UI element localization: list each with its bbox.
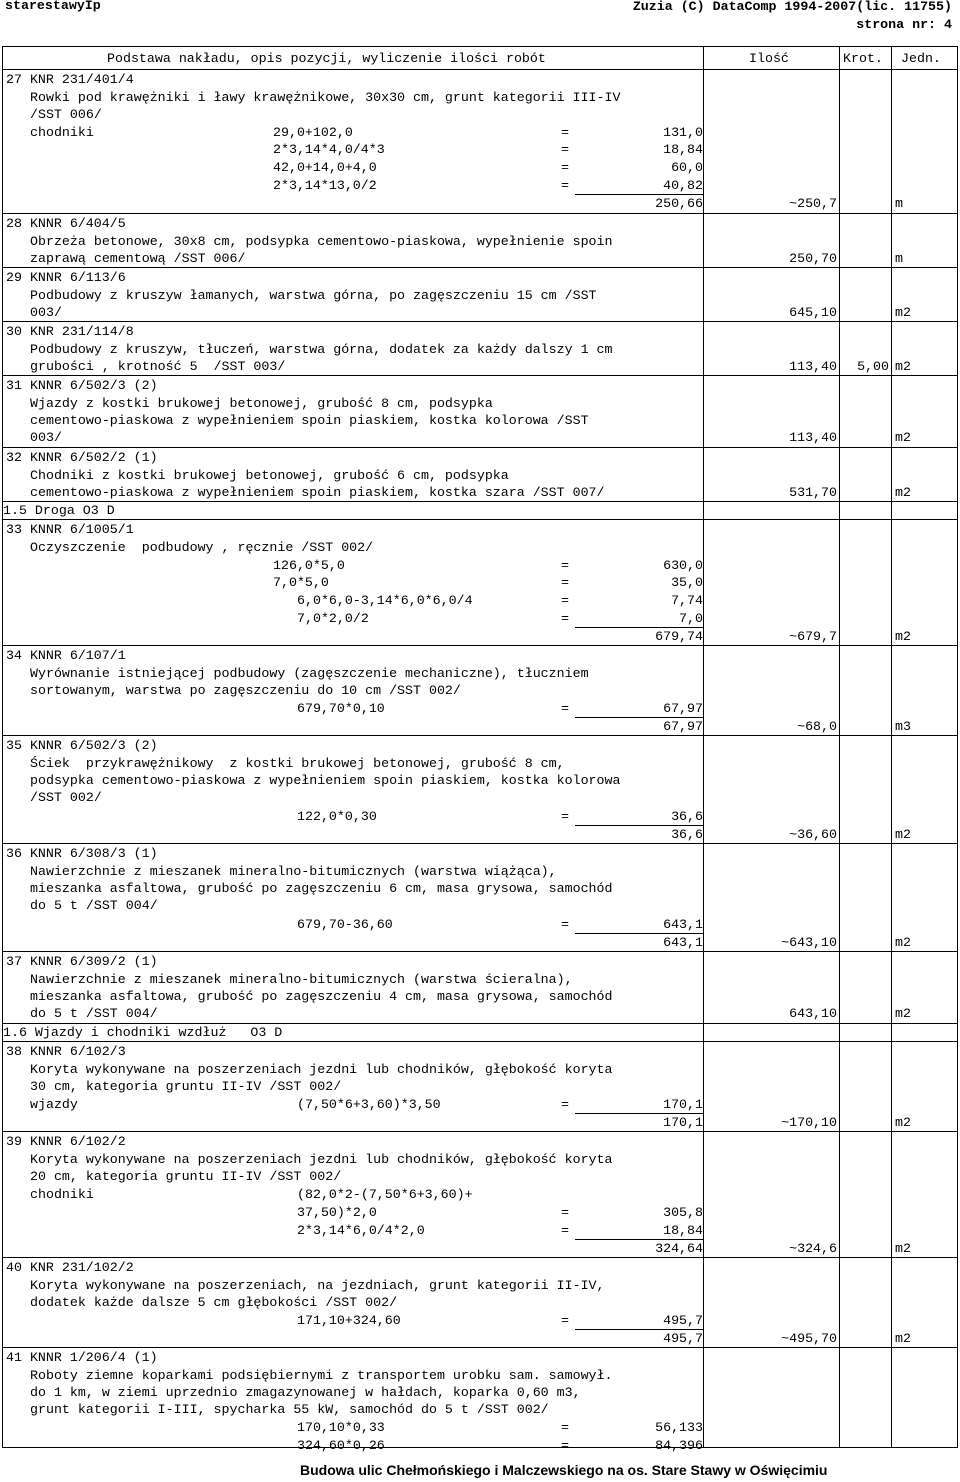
item-number: 27 KNR 231/401/4	[6, 72, 134, 87]
calc-value: 35,0	[671, 575, 703, 590]
row-divider	[3, 321, 957, 322]
calc-label: wjazdy	[30, 1097, 78, 1112]
calc-value: 60,0	[671, 160, 703, 175]
calc-equals: =	[561, 558, 569, 573]
calc-value: 7,0	[575, 610, 703, 628]
quantity-value: 113,40	[789, 430, 837, 445]
quantity-value: ~643,10	[781, 935, 837, 950]
calc-equals: =	[561, 593, 569, 608]
row-divider	[3, 213, 957, 214]
item-number: 34 KNNR 6/107/1	[6, 648, 126, 663]
calc-value: 495,7	[575, 1312, 703, 1330]
item-description: do 1 km, w ziemi uprzednio zmagazynowanej w hałdach, koparka 0,60 m3,	[30, 1385, 581, 1400]
item-number: 37 KNNR 6/309/2 (1)	[6, 954, 158, 969]
col-divider	[891, 47, 892, 1447]
item-description: Oczyszczenie podbudowy , ręcznie /SST 002/	[30, 540, 374, 555]
quantity-value: ~170,10	[781, 1115, 837, 1130]
calc-expression: 29,0+102,0	[273, 125, 353, 140]
header-divider	[3, 69, 957, 70]
document-id: starestawyIp	[5, 0, 101, 13]
item-number: 39 KNNR 6/102/2	[6, 1134, 126, 1149]
calc-equals: =	[561, 142, 569, 157]
unit-value: m	[895, 196, 903, 211]
calc-sum: 250,66	[655, 196, 703, 211]
calc-expression: (82,0*2-(7,50*6+3,60)+	[297, 1187, 473, 1202]
row-divider	[3, 645, 957, 646]
calc-expression: 2*3,14*13,0/2	[273, 178, 377, 193]
col-divider	[839, 47, 840, 1447]
calc-expression: 324,60*0,26	[297, 1438, 385, 1453]
quantity-value: 645,10	[789, 305, 837, 320]
item-number: 30 KNR 231/114/8	[6, 324, 134, 339]
unit-value: m3	[895, 719, 911, 734]
calc-expression: 37,50)*2,0	[297, 1205, 377, 1220]
row-divider	[3, 735, 957, 736]
quantity-value: 531,70	[789, 485, 837, 500]
item-description: Nawierzchnie z mieszanek mineralno-bitumicznych (warstwa wiążąca),	[30, 864, 557, 879]
quantity-value: ~495,70	[781, 1331, 837, 1346]
calc-sum: 67,97	[663, 719, 703, 734]
unit-value: m2	[895, 305, 911, 320]
quantity-value: 113,40	[789, 359, 837, 374]
calc-value: 67,97	[575, 700, 703, 718]
quantity-value: ~250,7	[789, 196, 837, 211]
calc-equals: =	[561, 160, 569, 175]
item-description: Rowki pod krawężniki i ławy krawężnikowe, 30x30 cm, grunt kategorii III-IV	[30, 90, 621, 105]
item-description: podsypka cementowo-piaskowa z wypełnieniem spoin piaskiem, kostka kolorowa	[30, 773, 621, 788]
calc-equals: =	[561, 125, 569, 140]
row-divider	[3, 1257, 957, 1258]
calc-expression: 170,10*0,33	[297, 1420, 385, 1435]
item-number: 38 KNNR 6/102/3	[6, 1044, 126, 1059]
calc-expression: 126,0*5,0	[273, 558, 345, 573]
calc-equals: =	[561, 1420, 569, 1435]
page-header	[0, 0, 960, 40]
item-number: 33 KNNR 6/1005/1	[6, 522, 134, 537]
column-header-krot: Krot.	[843, 51, 883, 66]
item-number: 41 KNNR 1/206/4 (1)	[6, 1350, 158, 1365]
item-description: 30 cm, kategoria gruntu II-IV /SST 002/	[30, 1079, 342, 1094]
quantity-value: ~324,6	[789, 1241, 837, 1256]
item-description: Nawierzchnie z mieszanek mineralno-bitumicznych (warstwa ścieralna),	[30, 972, 573, 987]
unit-value: m2	[895, 1331, 911, 1346]
item-description: Koryta wykonywane na poszerzeniach, na jezdniach, grunt kategorii II-IV,	[30, 1278, 605, 1293]
item-description: Koryta wykonywane na poszerzeniach jezdni lub chodników, głębokość koryta	[30, 1152, 613, 1167]
calc-equals: =	[561, 575, 569, 590]
row-divider	[3, 267, 957, 268]
unit-value: m2	[895, 1006, 911, 1021]
item-description: grunt kategorii I-III, spycharka 55 kW, samochód do 5 t /SST 002/	[30, 1402, 549, 1417]
quantity-value: ~36,60	[789, 827, 837, 842]
item-description: Chodniki z kostki brukowej betonowej, grubość 6 cm, podsypka	[30, 468, 509, 483]
item-description: Ściek przykrawężnikowy z kostki brukowej betonowej, grubość 8 cm,	[30, 756, 565, 771]
unit-value: m2	[895, 1241, 911, 1256]
calc-expression: 679,70*0,10	[297, 701, 385, 716]
item-description: cementowo-piaskowa z wypełnieniem spoin piaskiem, kostka kolorowa /SST	[30, 413, 589, 428]
item-description: do 5 t /SST 004/	[30, 1006, 158, 1021]
item-number: 31 KNNR 6/502/3 (2)	[6, 378, 158, 393]
item-description: sortowanym, warstwa po zagęszczeniu do 10 cm /SST 002/	[30, 683, 461, 698]
row-divider	[3, 375, 957, 376]
calc-value: 131,0	[663, 125, 703, 140]
quantity-value: 643,10	[789, 1006, 837, 1021]
calc-expression: (7,50*6+3,60)*3,50	[297, 1097, 441, 1112]
unit-value: m2	[895, 430, 911, 445]
item-number: 35 KNNR 6/502/3 (2)	[6, 738, 158, 753]
calc-equals: =	[561, 701, 569, 716]
calc-label: chodniki	[30, 1187, 94, 1202]
calc-equals: =	[561, 1097, 569, 1112]
calc-equals: =	[561, 809, 569, 824]
item-description: do 5 t /SST 004/	[30, 898, 158, 913]
calc-value: 40,82	[575, 177, 703, 195]
calc-expression: 6,0*6,0-3,14*6,0*6,0/4	[297, 593, 473, 608]
cost-table	[2, 46, 958, 1453]
item-number: 28 KNNR 6/404/5	[6, 216, 126, 231]
item-description: mieszanka asfaltowa, grubość po zagęszczeniu 4 cm, masa grysowa, samochód	[30, 989, 613, 1004]
calc-sum: 36,6	[671, 827, 703, 842]
license-line: Zuzia (C) DataComp 1994-2007(lic. 11755)	[632, 0, 952, 14]
calc-equals: =	[561, 1438, 569, 1453]
item-description: Podbudowy z kruszyw łamanych, warstwa górna, po zagęszczeniu 15 cm /SST	[30, 288, 597, 303]
item-description: zaprawą cementową /SST 006/	[30, 251, 246, 266]
calc-sum: 495,7	[663, 1331, 703, 1346]
calc-value: 18,84	[575, 1222, 703, 1240]
item-description: Wyrównanie istniejącej podbudowy (zagęszczenie mechaniczne), tłuczniem	[30, 666, 589, 681]
calc-equals: =	[561, 611, 569, 626]
row-divider	[3, 951, 957, 952]
calc-equals: =	[561, 1223, 569, 1238]
calc-value: 305,8	[663, 1205, 703, 1220]
item-description: 003/	[30, 430, 62, 445]
item-description: cementowo-piaskowa z wypełnieniem spoin piaskiem, kostka szara /SST 007/	[30, 485, 605, 500]
calc-equals: =	[561, 1313, 569, 1328]
calc-value: 643,1	[575, 916, 703, 934]
item-description: /SST 002/	[30, 790, 102, 805]
krot-value: 5,00	[857, 359, 889, 374]
calc-expression: 7,0*5,0	[273, 575, 329, 590]
unit-value: m2	[895, 629, 911, 644]
row-divider	[3, 501, 957, 502]
item-description: mieszanka asfaltowa, grubość po zagęszczeniu 6 cm, masa grysowa, samochód	[30, 881, 613, 896]
column-header-description: Podstawa nakładu, opis pozycji, wyliczenie ilości robót	[107, 51, 546, 66]
calc-expression: 122,0*0,30	[297, 809, 377, 824]
item-description: Obrzeża betonowe, 30x8 cm, podsypka cementowo-piaskowa, wypełnienie spoin	[30, 234, 613, 249]
item-description: /SST 006/	[30, 107, 102, 122]
quantity-value: ~679,7	[789, 629, 837, 644]
row-divider	[3, 1041, 957, 1042]
item-description: Koryta wykonywane na poszerzeniach jezdni lub chodników, głębokość koryta	[30, 1062, 613, 1077]
col-divider	[703, 47, 704, 1447]
calc-sum: 170,1	[663, 1115, 703, 1130]
unit-value: m2	[895, 359, 911, 374]
item-number: 32 KNNR 6/502/2 (1)	[6, 450, 158, 465]
page-number: strona nr: 4	[856, 17, 952, 32]
calc-value: 630,0	[663, 558, 703, 573]
calc-label: chodniki	[30, 125, 94, 140]
calc-expression: 7,0*2,0/2	[297, 611, 369, 626]
calc-expression: 171,10+324,60	[297, 1313, 401, 1328]
calc-expression: 42,0+14,0+4,0	[273, 160, 377, 175]
calc-value: 170,1	[575, 1096, 703, 1114]
row-divider	[3, 1131, 957, 1132]
item-number: 40 KNR 231/102/2	[6, 1260, 134, 1275]
unit-value: m2	[895, 485, 911, 500]
unit-value: m2	[895, 935, 911, 950]
calc-expression: 2*3,14*6,0/4*2,0	[297, 1223, 425, 1238]
calc-value: 18,84	[663, 142, 703, 157]
item-description: 20 cm, kategoria gruntu II-IV /SST 002/	[30, 1169, 342, 1184]
calc-value: 84,396	[655, 1438, 703, 1453]
item-description: grubości , krotność 5 /SST 003/	[30, 359, 286, 374]
quantity-value: ~68,0	[797, 719, 837, 734]
item-number: 36 KNNR 6/308/3 (1)	[6, 846, 158, 861]
calc-value: 36,6	[575, 808, 703, 826]
calc-equals: =	[561, 178, 569, 193]
row-divider	[3, 447, 957, 448]
row-divider	[3, 519, 957, 520]
row-divider	[3, 843, 957, 844]
column-header-quantity: Ilość	[749, 51, 789, 66]
unit-value: m2	[895, 1115, 911, 1130]
row-divider	[3, 1347, 957, 1348]
item-description: Wjazdy z kostki brukowej betonowej, grubość 8 cm, podsypka	[30, 396, 493, 411]
calc-equals: =	[561, 917, 569, 932]
item-number: 29 KNNR 6/113/6	[6, 270, 126, 285]
column-header-unit: Jedn.	[901, 51, 941, 66]
calc-sum: 643,1	[663, 935, 703, 950]
calc-expression: 2*3,14*4,0/4*3	[273, 142, 385, 157]
item-description: Podbudowy z kruszyw, tłuczeń, warstwa górna, dodatek za każdy dalszy 1 cm	[30, 342, 613, 357]
calc-equals: =	[561, 1205, 569, 1220]
calc-value: 56,133	[655, 1420, 703, 1435]
quantity-value: 250,70	[789, 251, 837, 266]
item-description: Roboty ziemne koparkami podsiębiernymi z transportem urobku sam. samowył.	[30, 1368, 613, 1383]
calc-sum: 324,64	[655, 1241, 703, 1256]
calc-sum: 679,74	[655, 629, 703, 644]
item-description: dodatek każde dalsze 5 cm głębokości /SST 002/	[30, 1295, 398, 1310]
unit-value: m	[895, 251, 903, 266]
calc-value: 7,74	[671, 593, 703, 608]
item-description: 003/	[30, 305, 62, 320]
page-footer: Budowa ulic Chełmońskiego i Malczewskiego na os. Stare Stawy w Oświęcimiu	[300, 1462, 828, 1478]
section-title: 1.6 Wjazdy i chodniki wzdłuż O3 D	[3, 1025, 283, 1040]
section-title: 1.5 Droga O3 D	[3, 503, 115, 518]
program-info	[633, 0, 952, 34]
calc-expression: 679,70-36,60	[297, 917, 393, 932]
unit-value: m2	[895, 827, 911, 842]
